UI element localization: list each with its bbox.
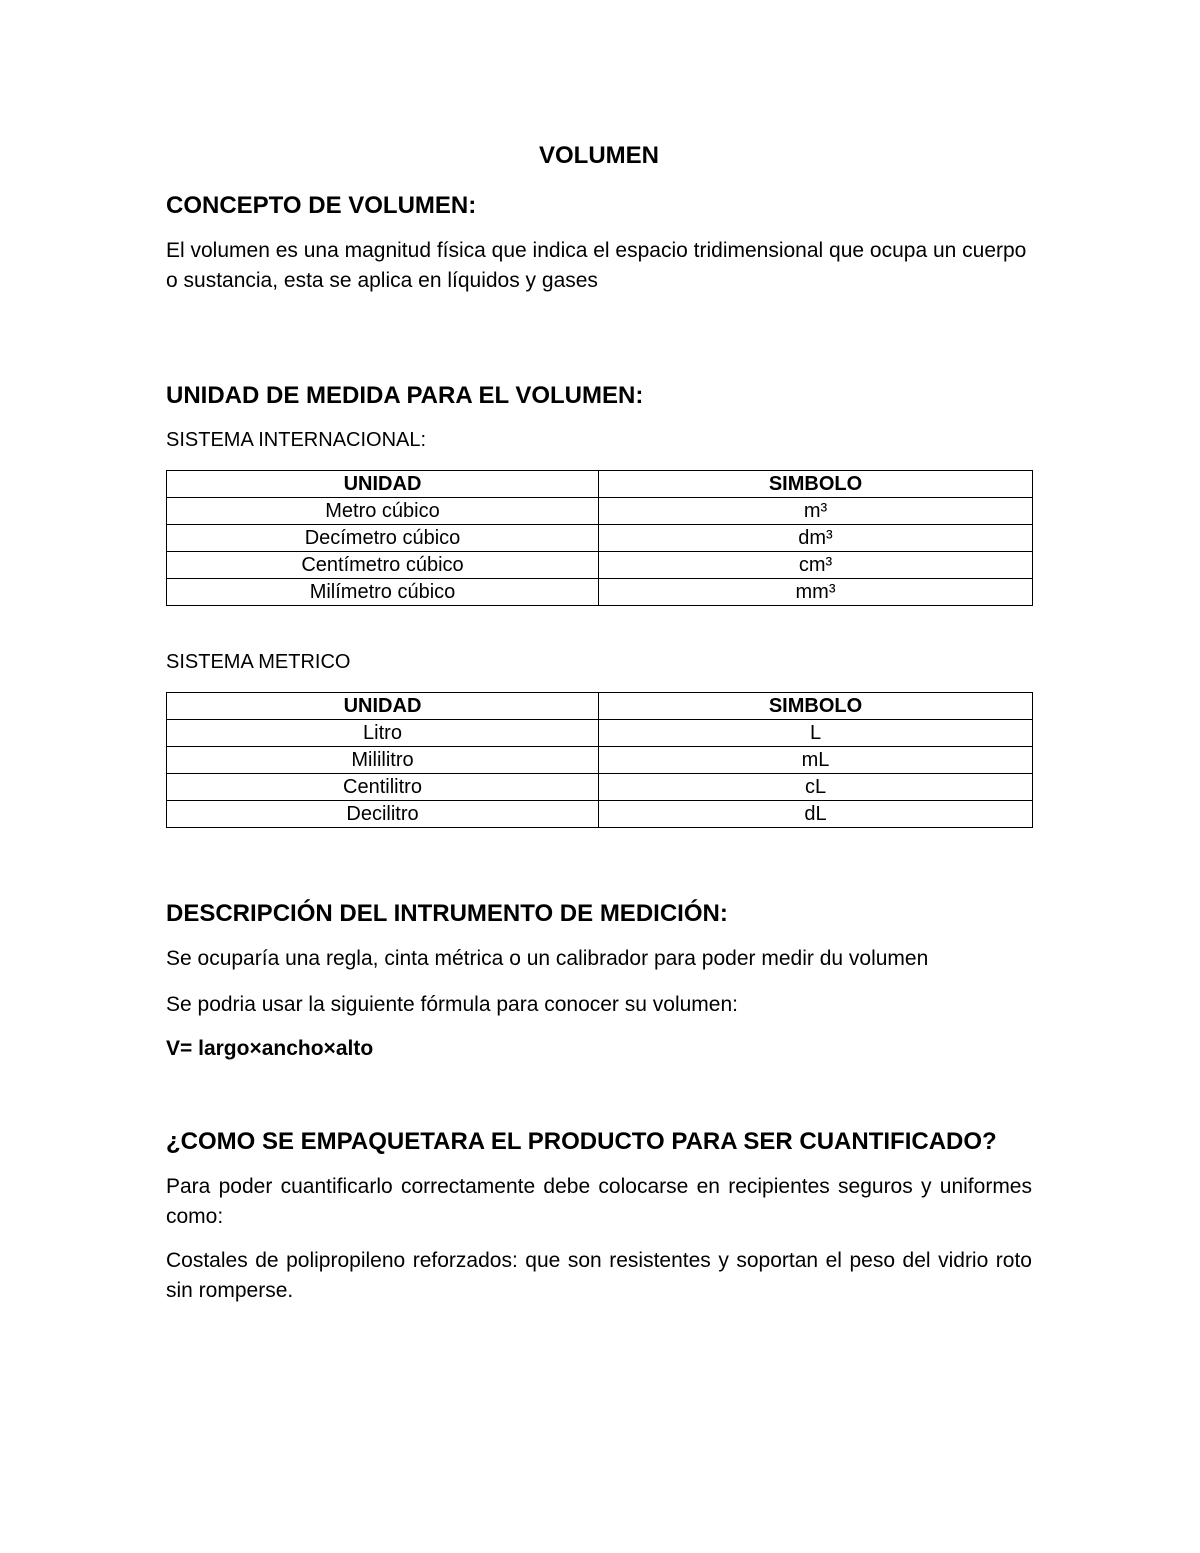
unit-cell: Milímetro cúbico [167, 579, 599, 606]
document-title: VOLUMEN [539, 142, 659, 169]
concept-paragraph: El volumen es una magnitud física que indica el espacio tridimensional que ocupa un cuerpo o sustancia, esta se aplica en líquidos y gases [166, 239, 1027, 292]
packaging-detail: Costales de polipropileno reforzados: que son resistentes y soportan el peso del vidrio roto sin romperse. [166, 1249, 1032, 1302]
table-header-row [167, 693, 1033, 720]
symbol-cell: dm³ [599, 525, 1033, 552]
unit-cell: Litro [167, 720, 599, 747]
metric-units-table [166, 692, 1033, 828]
table-row [167, 774, 1033, 801]
table-row [167, 552, 1033, 579]
symbol-cell: m³ [599, 498, 1033, 525]
table-row [167, 801, 1033, 828]
unit-cell: Centilitro [167, 774, 599, 801]
symbol-cell: cL [599, 774, 1033, 801]
document-page [166, 140, 1032, 1306]
table-row [167, 720, 1033, 747]
symbol-cell: dL [599, 801, 1033, 828]
symbol-cell: mm³ [599, 579, 1033, 606]
unit-cell: Decímetro cúbico [167, 525, 599, 552]
formula-intro: Se podria usar la siguiente fórmula para conocer su volumen: [166, 993, 738, 1016]
symbol-cell: L [599, 720, 1033, 747]
table-header-row [167, 471, 1033, 498]
column-header-unit: UNIDAD [167, 471, 599, 498]
column-header-symbol: SIMBOLO [599, 693, 1033, 720]
volume-formula: V= largo×ancho×alto [166, 1037, 374, 1060]
unit-cell: Decilitro [167, 801, 599, 828]
packaging-paragraph: Para poder cuantificarlo correctamente debe colocarse en recipientes seguros y uniformes como: [166, 1175, 1032, 1228]
metric-label: SISTEMA METRICO [166, 651, 351, 673]
si-units-table [166, 470, 1033, 606]
column-header-symbol: SIMBOLO [599, 471, 1033, 498]
symbol-cell: cm³ [599, 552, 1033, 579]
packaging-heading: ¿COMO SE EMPAQUETARA EL PRODUCTO PARA SER CUANTIFICADO? [166, 1128, 997, 1155]
column-header-unit: UNIDAD [167, 693, 599, 720]
unit-cell: Centímetro cúbico [167, 552, 599, 579]
concept-heading: CONCEPTO DE VOLUMEN: [166, 192, 477, 219]
table-row [167, 525, 1033, 552]
instrument-heading: DESCRIPCIÓN DEL INTRUMENTO DE MEDICIÓN: [166, 900, 728, 927]
unit-cell: Metro cúbico [167, 498, 599, 525]
si-label: SISTEMA INTERNACIONAL: [166, 429, 427, 451]
instrument-paragraph: Se ocuparía una regla, cinta métrica o un calibrador para poder medir du volumen [166, 947, 929, 970]
unit-cell: Mililitro [167, 747, 599, 774]
units-heading: UNIDAD DE MEDIDA PARA EL VOLUMEN: [166, 382, 644, 409]
table-row [167, 498, 1033, 525]
table-row [167, 579, 1033, 606]
table-row [167, 747, 1033, 774]
symbol-cell: mL [599, 747, 1033, 774]
